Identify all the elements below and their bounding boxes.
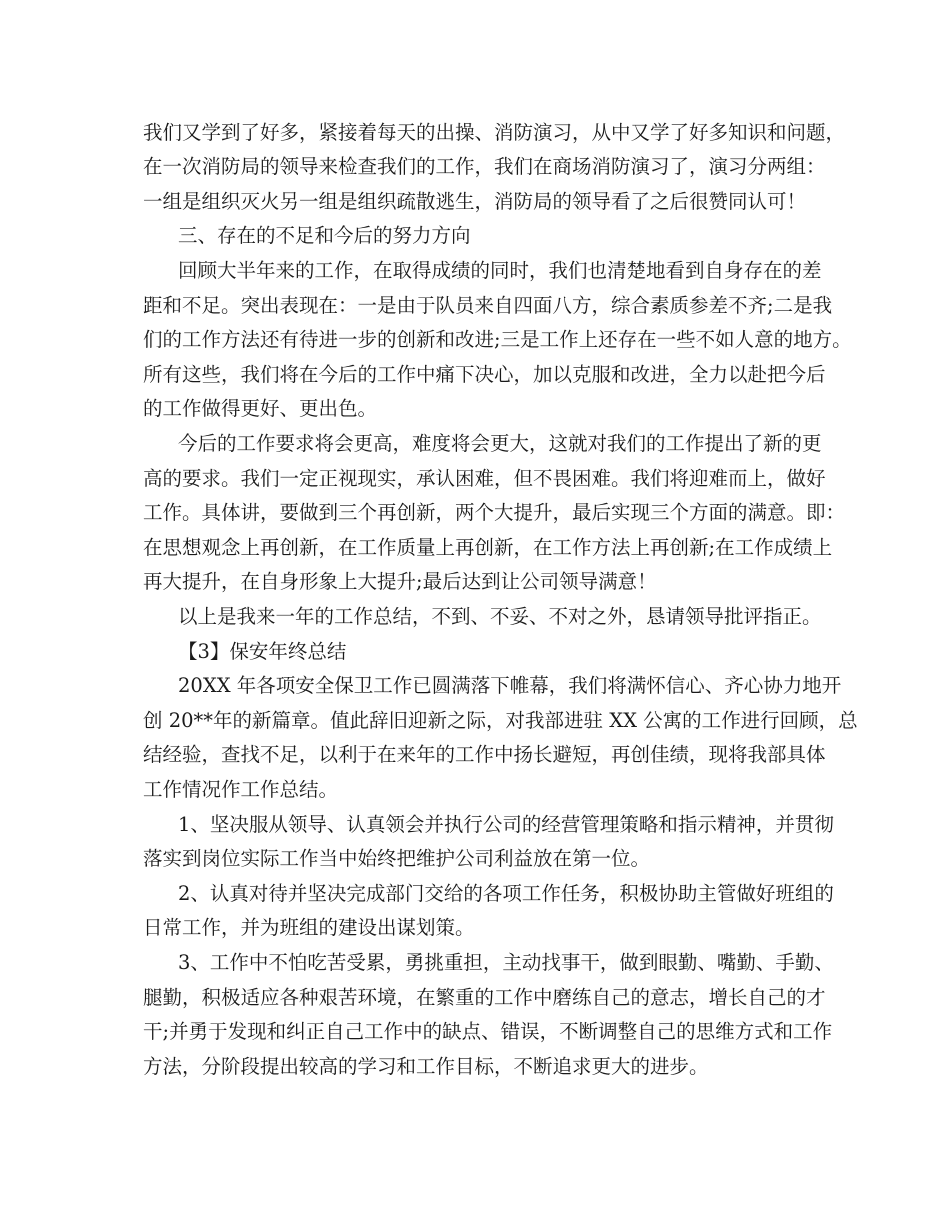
text-line: 工作情况作工作总结。 bbox=[143, 778, 339, 801]
text-line: 所有这些，我们将在今后的工作中痛下决心，加以克服和改进，全力以赴把今后 bbox=[143, 363, 826, 386]
text-line: 创 20**年的新篇章。值此辞旧迎新之际，对我部进驻 XX 公寓的工作进行回顾，总 bbox=[143, 709, 858, 732]
text-line: 2、认真对待并坚决完成部门交给的各项工作任务，积极协助主管做好班组的 bbox=[178, 882, 834, 905]
text-line: 我们又学到了好多，紧接着每天的出操、消防演习，从中又学了好多知识和问题， bbox=[143, 121, 846, 144]
text-line: 3、工作中不怕吃苦受累，勇挑重担，主动找事干，做到眼勤、嘴勤、手勤、 bbox=[178, 951, 834, 974]
text-line: 结经验，查找不足，以利于在来年的工作中扬长避短，再创佳绩，现将我部具体 bbox=[143, 743, 826, 766]
text-line: 在一次消防局的领导来检查我们的工作，我们在商场消防演习了，演习分两组： bbox=[143, 155, 826, 178]
text-line: 回顾大半年来的工作，在取得成绩的同时，我们也清楚地看到自身存在的差 bbox=[178, 259, 822, 282]
text-line: 以上是我来一年的工作总结，不到、不妥、不对之外，恳请领导批评指正。 bbox=[178, 605, 822, 628]
text-line: 干;并勇于发现和纠正自己工作中的缺点、错误，不断调整自己的思维方式和工作 bbox=[143, 1020, 833, 1043]
text-line: 落实到岗位实际工作当中始终把维护公司利益放在第一位。 bbox=[143, 847, 651, 870]
text-line: 20XX 年各项安全保卫工作已圆满落下帷幕，我们将满怀信心、齐心协力地开 bbox=[178, 674, 842, 697]
text-line: 一组是组织灭火另一组是组织疏散逃生，消防局的领导看了之后很赞同认可！ bbox=[143, 190, 807, 213]
text-line: 在思想观念上再创新，在工作质量上再创新，在工作方法上再创新;在工作成绩上 bbox=[143, 536, 833, 559]
section-heading: 【3】保安年终总结 bbox=[178, 640, 347, 663]
text-line: 距和不足。突出表现在：一是由于队员来自四面八方，综合素质参差不齐;二是我 bbox=[143, 294, 833, 317]
text-line: 今后的工作要求将会更高，难度将会更大，这就对我们的工作提出了新的更 bbox=[178, 432, 822, 455]
text-line: 工作。具体讲，要做到三个再创新，两个大提升，最后实现三个方面的满意。即： bbox=[143, 501, 846, 524]
section-heading: 三、存在的不足和今后的努力方向 bbox=[178, 224, 471, 247]
text-line: 方法，分阶段提出较高的学习和工作目标，不断追求更大的进步。 bbox=[143, 1055, 709, 1078]
text-line: 1、坚决服从领导、认真领会并执行公司的经营管理策略和指示精神，并贯彻 bbox=[178, 813, 834, 836]
text-line: 日常工作，并为班组的建设出谋划策。 bbox=[143, 916, 475, 939]
text-line: 高的要求。我们一定正视现实，承认困难，但不畏困难。我们将迎难而上，做好 bbox=[143, 467, 826, 490]
text-line: 们的工作方法还有待进一步的创新和改进;三是工作上还存在一些不如人意的地方。 bbox=[143, 328, 852, 351]
text-line: 再大提升，在自身形象上大提升;最后达到让公司领导满意！ bbox=[143, 570, 657, 593]
text-line: 腿勤，积极适应各种艰苦环境，在繁重的工作中磨练自己的意志，增长自己的才 bbox=[143, 986, 826, 1009]
text-line: 的工作做得更好、更出色。 bbox=[143, 397, 378, 420]
